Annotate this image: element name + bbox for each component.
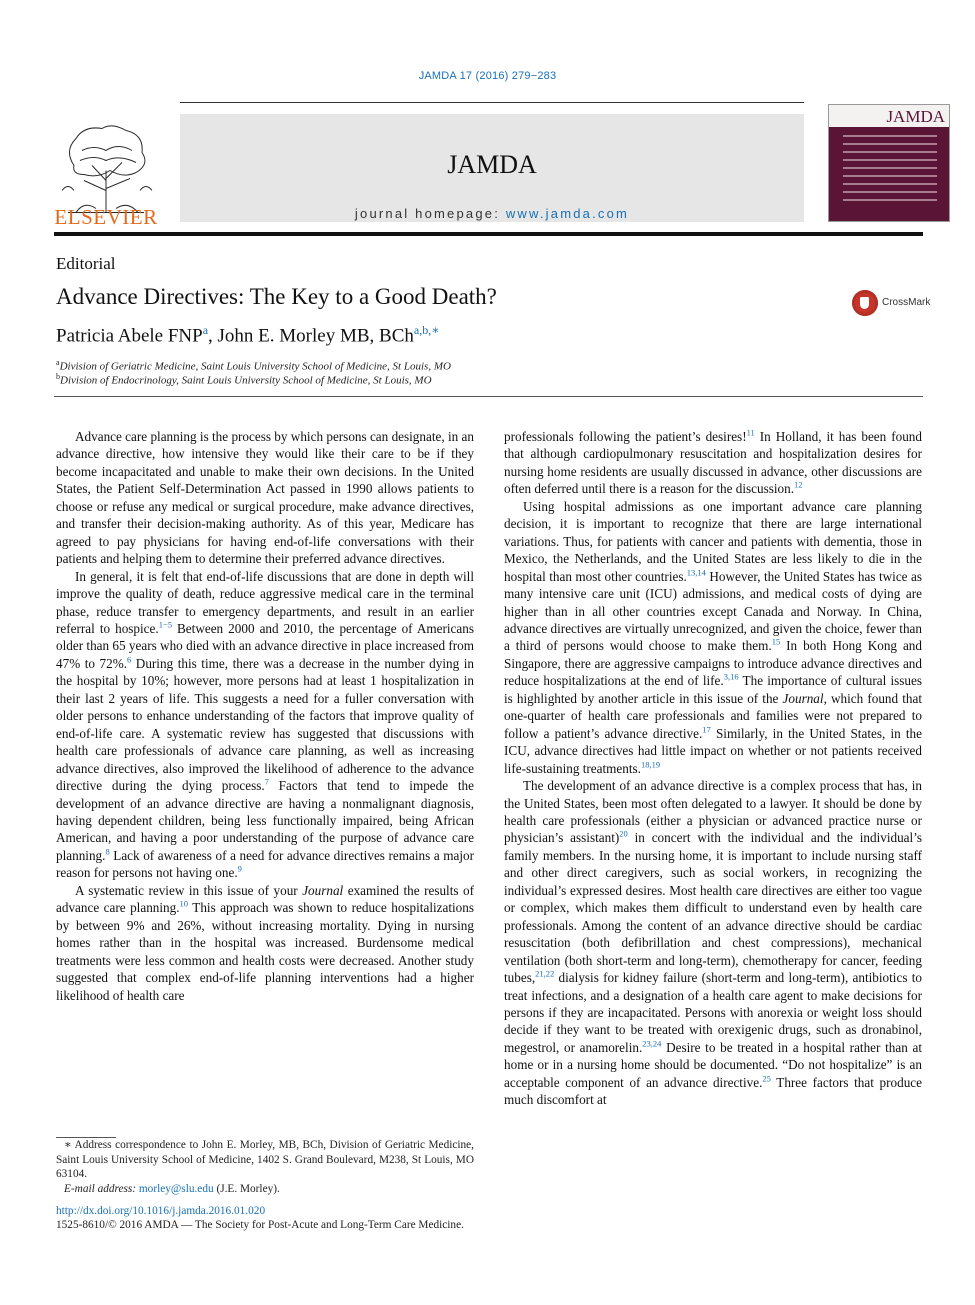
- issn-copyright: 1525-8610/© 2016 AMDA — The Society for Post-Acute and Long-Term Care Medicine.: [56, 1219, 464, 1231]
- author-affiliation-marker[interactable]: a: [202, 323, 209, 337]
- paragraph-text: Using hospital admissions as one important advance care planning decision, it is important to recognize that there are large international variations. Thus, for patients with cancer and patients with dementia, those in Mexico, the Netherlands, and the United States are less likely to die in the hospital than most other countries.: [504, 498, 922, 584]
- citation-reference[interactable]: 7: [264, 776, 269, 787]
- paragraph-text: Lack of awareness of a need for advance directives remains a major reason for persons not having one.: [56, 847, 474, 881]
- paragraph-text: In general, it is felt that end-of-life discussions that are done in depth will improve the quality of death, reduce aggressive medical care in the terminal phase, reduce transfer to emergency departments, and result in an earlier referral to hospice.: [56, 568, 474, 636]
- citation-reference[interactable]: 8: [105, 846, 110, 857]
- header-thick-rule: [54, 232, 923, 236]
- paragraph-text: The development of an advance directive is a complex process that has, in the United States, been most often delegated to a lawyer. It should be done by health care professionals (either a physician or advanced practice nurse or physician’s assistant): [504, 778, 922, 846]
- homepage-link[interactable]: www.jamda.com: [505, 206, 630, 221]
- email-link[interactable]: morley@slu.edu: [138, 1182, 214, 1195]
- citation-reference[interactable]: 17: [702, 724, 711, 735]
- body-paragraph: [504, 498, 922, 777]
- affiliation-text: Division of Endocrinology, Saint Louis University School of Medicine, St Louis, MO: [60, 374, 432, 387]
- cover-masthead: [829, 105, 949, 127]
- body-paragraph: [504, 428, 922, 498]
- citation-reference[interactable]: 15: [771, 637, 781, 648]
- author-separator: ,: [208, 325, 218, 347]
- title-block-rule: [54, 396, 923, 397]
- paragraph-text: A systematic review in this issue of your: [75, 882, 303, 898]
- citation-reference[interactable]: 3,16: [723, 671, 739, 682]
- author-affiliation-marker[interactable]: a,b,∗: [413, 323, 440, 337]
- paragraph-text: However, the United States has twice as many intensive care unit (ICU) admissions, and medical costs of dying are higher than in all other countries except Canada and Norway. In China, advance directives are virtually unrecognized, and given the choice, fewer than a third of persons would choose to make them.: [504, 568, 923, 654]
- crossmark-icon: [852, 290, 878, 316]
- email-label: E-mail address:: [64, 1182, 137, 1195]
- citation-reference[interactable]: 11: [746, 427, 755, 438]
- body-paragraph: [56, 568, 474, 882]
- paragraph-text: This approach was shown to reduce hospitalizations by between 9% and 26%, without increasing mortality. Dying in nursing homes rather than in the hospital was increased. Burdensome medical treatments were less common and health costs were decreased. Another study suggested that complex end-of-life planning interventions had a higher likelihood of health care: [56, 900, 475, 1003]
- author-name: John E. Morley MB, BCh: [217, 325, 414, 347]
- citation-reference[interactable]: 12: [794, 479, 803, 490]
- paragraph-text: Three factors that produce much discomfort at: [504, 1074, 922, 1108]
- affiliation-marker: b: [56, 372, 60, 381]
- paragraph-text: In Holland, it has been found that although cardiopulmonary resuscitation and hospitalization desires for nursing home residents are usually discussed in advance, other discussions are often deferred until there is a reason for the discussion.: [504, 429, 922, 497]
- italic-text: Journal: [782, 690, 824, 706]
- citation-reference[interactable]: 10: [179, 898, 189, 909]
- paragraph-text: dialysis for kidney failure (short-term and long-term), antibiotics to treat infections, and a designation of a health care agent to make decisions for persons if they are incapacitated. Persons with anorexia or weight loss should decide if they want to be treated with orexigenic drugs, such as dronabinol, megestrol, or anamorelin.: [504, 970, 922, 1055]
- paragraph-text: Similarly, in the United States, in the ICU, advance directives had little impact on whether or not patients received life-sustaining treatments.: [504, 725, 922, 776]
- crossmark-label: CrossMark: [882, 297, 931, 308]
- doi-link[interactable]: http://dx.doi.org/10.1016/j.jamda.2016.01.020: [56, 1205, 266, 1217]
- italic-text: Journal: [302, 882, 344, 898]
- citation-reference[interactable]: 21,22: [535, 968, 555, 979]
- body-column-left: [56, 428, 474, 1004]
- paragraph-text: examined the results of advance care planning.: [56, 882, 475, 916]
- cover-contents-lines: [843, 135, 937, 207]
- cover-title: JAMDA: [886, 107, 945, 126]
- journal-homepage: [180, 206, 804, 221]
- citation-reference[interactable]: 20: [619, 829, 628, 840]
- journal-reference[interactable]: JAMDA 17 (2016) 279−283: [418, 70, 557, 82]
- citation-reference[interactable]: 1−5: [158, 619, 172, 630]
- paragraph-text: The importance of cultural issues is highlighted by another article in this issue of the: [504, 673, 922, 706]
- correspondence-address: ∗ Address correspondence to John E. Morley, MB, BCh, Division of Geriatric Medicine, Saint Louis University School of Medicine, 1402 S. Grand Boulevard, M238, St Louis, MO 63104.: [56, 1139, 474, 1180]
- citation-reference[interactable]: 13,14: [686, 567, 706, 578]
- citation-reference[interactable]: 25: [762, 1073, 771, 1084]
- email-suffix: (J.E. Morley).: [213, 1182, 280, 1195]
- citation-reference[interactable]: 18,19: [640, 759, 661, 770]
- citation-reference[interactable]: 9: [237, 863, 242, 874]
- body-paragraph: [56, 428, 474, 568]
- paragraph-text: In both Hong Kong and Singapore, there are aggressive campaigns to introduce advance directives and reduce hospitalizations at the end of life.: [504, 638, 922, 689]
- paragraph-text: Desire to be treated in a hospital rather than at home or in a nursing home should be documented. “Do not hospitalize” is an acceptable component of an advance directive.: [504, 1039, 922, 1090]
- citation-reference[interactable]: 23,24: [642, 1038, 662, 1049]
- paragraph-text: During this time, there was a decrease in the number dying in the hospital by 10%; however, more persons had at least 1 hospitalization in their last 2 years of life. This suggests a need for a fuller conversation with older persons to enhance understanding of the factors that improve quality of end-of-life care. A systematic review has suggested that discussions with health care professionals of advance care planning, as well as increasing advance directives, also improved the likelihood of adherence to the advance directive during the dying process.: [56, 655, 474, 794]
- body-column-right: [504, 428, 922, 1109]
- journal-cover-thumbnail[interactable]: [828, 104, 950, 222]
- author-name: Patricia Abele FNP: [56, 325, 203, 347]
- article-title: Advance Directives: The Key to a Good Death?: [56, 284, 497, 309]
- author-list: [56, 323, 439, 347]
- correspondence-footnote: [56, 1138, 474, 1196]
- paragraph-text: , which found that one-quarter of health care professionals and families were not prepared to follow a patient’s advance directive.: [504, 690, 922, 741]
- paragraph-text: Factors that tend to impede the development of an advance directive are having a nonmalignant diagnosis, having dependent children, being less functionally impaired, being African American, and having a poor understanding of the purpose of advance care planning.: [56, 778, 474, 863]
- banner-journal-title: JAMDA: [447, 150, 537, 179]
- body-paragraph: [504, 777, 922, 1109]
- affiliation: [56, 372, 432, 387]
- body-paragraph: [56, 882, 474, 1004]
- paragraph-text: professionals following the patient’s desires!: [504, 429, 747, 444]
- elsevier-wordmark: ELSEVIER: [54, 205, 158, 229]
- paragraph-text: in concert with the individual and the individual’s family members. In the nursing home, it is important to include nursing staff and other direct caregivers, such as social workers, in recognizing the individual’s expressed desires. Most health care directives are either too vague or complex, which makes them difficult to understand even by health care professionals. Among the content of an advance directive should be cardiac resuscitation (both defibrillation and chest compressions), mechanical ventilation (both short-term and long-term), chemotherapy for cancer, feeding tubes,: [504, 830, 922, 986]
- affiliation-text: Division of Geriatric Medicine, Saint Louis University School of Medicine, St Louis, MO: [59, 360, 451, 373]
- header-top-rule: [180, 102, 804, 103]
- citation-reference[interactable]: 6: [127, 654, 132, 665]
- paragraph-text: Between 2000 and 2010, the percentage of Americans older than 65 years who died with an advance directive in place increased from 47% to 72%.: [56, 620, 474, 671]
- affiliation-marker: a: [56, 358, 60, 367]
- affiliation: [56, 358, 451, 373]
- section-label: Editorial: [56, 254, 116, 273]
- homepage-label: journal homepage:: [354, 206, 501, 221]
- email-line: [56, 1182, 474, 1197]
- paragraph-text: Advance care planning is the process by which persons can designate, in an advance directive, how intensive they would like their care to be if they become incapacitated and unable to make their own decisions. In the United States, the Patient Self-Determination Act passed in 1990 allows patients to choose or refuse any medical or surgical procedure, make advance directives, and transfer their decision-making authority. As of this year, Medicare has agreed to pay physicians for having end-of-life conversations with their patients and helping them to determine their preferred advance directives.: [56, 429, 474, 567]
